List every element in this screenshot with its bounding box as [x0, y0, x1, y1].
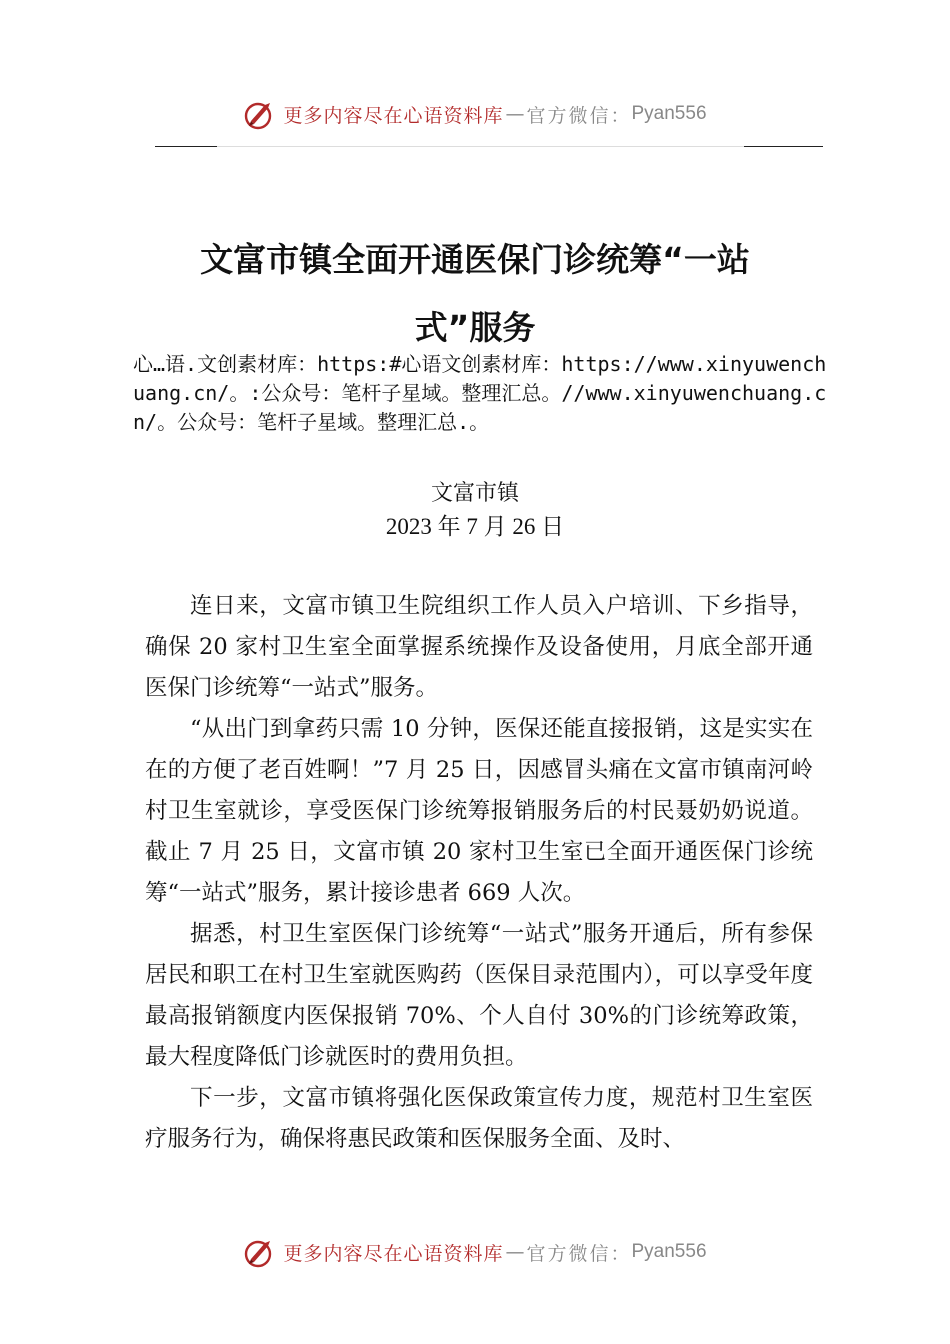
paragraph-4: 下一步，文富市镇将强化医保政策宣传力度，规范村卫生室医疗服务行为，确保将惠民政策和医保服务全面、及时、: [145, 1085, 813, 1152]
footer-separator: —: [505, 1241, 525, 1263]
title-line-1: 文富市镇全面开通医保门诊统筹“一站: [200, 240, 750, 279]
header-banner: [0, 94, 950, 134]
paragraph-3: 据悉，村卫生室医保门诊统筹“一站式”服务开通后，所有参保居民和职工在村卫生室就医购药（医保目录范围内），可以享受年度最高报销额度内医保报销 70%、个人自付 30%的门诊统筹政策，最大程度降低门诊就医时的费用负担。: [145, 921, 813, 1070]
header-rule-left: [155, 146, 217, 147]
title-line-2: 式”服务: [414, 308, 536, 347]
footer-wechat-id: Pyan556: [631, 1241, 707, 1262]
paragraph-1: 连日来，文富市镇卫生院组织工作人员入户培训、下乡指导，确保 20 家村卫生室全面掌握系统操作及设备使用，月底全部开通医保门诊统筹“一站式”服务。: [145, 593, 813, 701]
header-rule-right: [744, 146, 823, 147]
banner-slogan: 更多内容尽在心语资料库: [283, 104, 504, 127]
banner-separator: —: [505, 103, 525, 125]
header-rule-middle: [217, 146, 744, 147]
footer-slogan: 更多内容尽在心语资料库: [283, 1242, 504, 1265]
footer-wechat-label: 官方微信：: [526, 1242, 632, 1265]
author: 文富市镇: [430, 481, 519, 506]
banner-wechat-id: Pyan556: [631, 103, 707, 124]
banner-wechat-label: 官方微信：: [526, 104, 632, 127]
article-body: [145, 586, 813, 1160]
paragraph-2: “从出门到拿药只需 10 分钟，医保还能直接报销，这是实实在在的方便了老百姓啊！”7 月 25 日，因感冒头痛在文富市镇南河岭村卫生室就诊，享受医保门诊统筹报销服务后的村民聂奶奶说道。截止 7 月 25 日，文富市镇 20 家村卫生室已全面开通医保门诊统筹“一站式”服务，累计接诊患者 669 人次。: [145, 716, 813, 906]
publish-date: 2023 年 7 月 26 日: [385, 514, 565, 539]
article-title: [140, 226, 810, 362]
pen-nib-logo-icon: [243, 1235, 277, 1269]
pen-nib-logo-icon: [243, 97, 277, 131]
footer-banner: [0, 1232, 950, 1272]
source-note: 心…语.文创素材库：https:#心语文创素材库：https://www.xinyuwenchuang.cn/。:公众号：笔杆子星域。整理汇总。//www.xinyuwenchuang.cn/。公众号：笔杆子星域。整理汇总.。: [133, 352, 827, 434]
